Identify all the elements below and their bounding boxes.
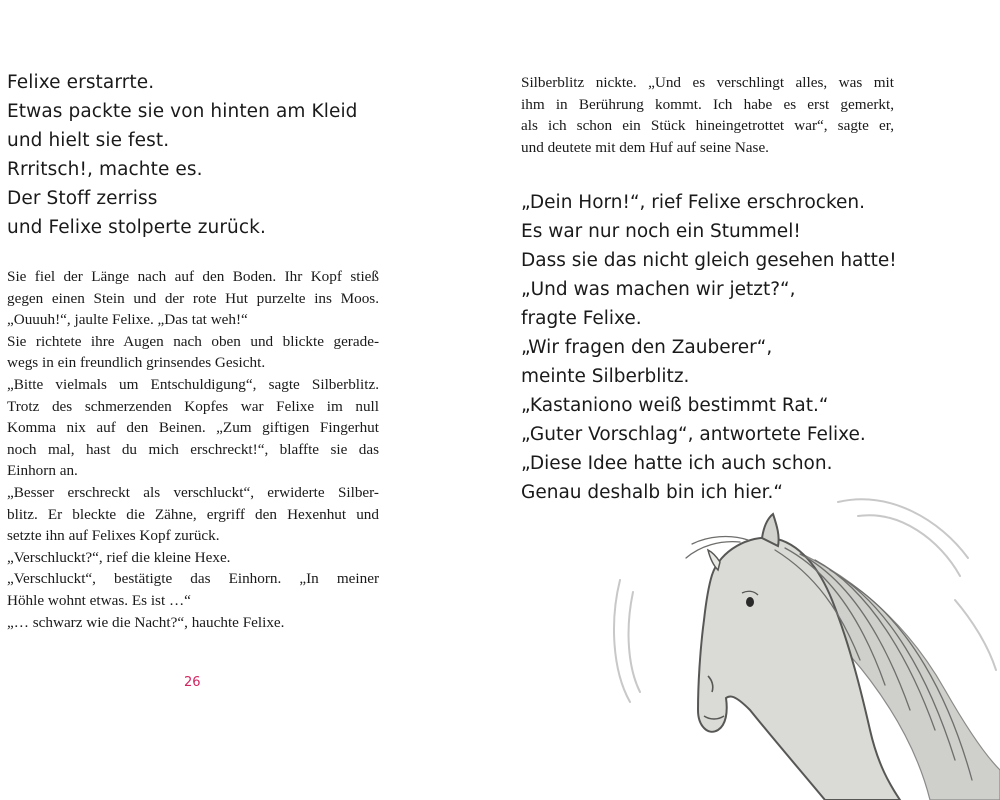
text-line: und deutete mit dem Huf auf seine Nase. (521, 138, 769, 156)
text-line: Komma nix auf den Beinen. „Zum giftigen Fingerhut (7, 419, 379, 437)
right-large-text-block (521, 188, 981, 507)
text-line: Trotz des schmerzenden Kopfes war Felixe im null (7, 397, 379, 415)
text-line: und Felixe stolperte zurück. (7, 217, 266, 238)
text-line: Silberblitz nickte. „Und es verschlingt alles, was mit (521, 74, 894, 91)
text-line: Es war nur noch ein Stummel! (521, 221, 801, 242)
text-line: „Verschluckt?“, rief die kleine Hexe. (7, 548, 231, 566)
text-line: Höhle wohnt etwas. Es ist …“ (7, 591, 191, 609)
text-line: und hielt sie fest. (7, 130, 170, 151)
text-line: „Kastaniono weiß bestimmt Rat.“ (521, 395, 829, 416)
text-line: ihm in Berührung kommt. Ich habe es erst gemerkt, (521, 95, 894, 113)
page-number: 26 (184, 675, 201, 690)
text-line: „Diese Idee hatte ich auch schon. (521, 453, 833, 474)
text-line: setzte ihn auf Felixes Kopf zurück. (7, 527, 220, 545)
unicorn-head-illustration-icon (600, 480, 1000, 800)
text-line: Einhorn an. (7, 462, 78, 480)
text-line: meinte Silberblitz. (521, 366, 690, 387)
text-line: „Ouuuh!“, jaulte Felixe. „Das tat weh!“ (7, 311, 248, 329)
text-line: „Besser erschreckt als verschluckt“, erwiderte Silber- (7, 483, 379, 501)
text-line: „Wir fragen den Zauberer“, (521, 337, 773, 358)
text-line: Dass sie das nicht gleich gesehen hatte! (521, 250, 897, 271)
text-line: Felixe erstarrte. (7, 72, 155, 93)
text-line: „Bitte vielmals um Entschuldigung“, sagte Silberblitz. (7, 375, 379, 393)
left-large-text-block (7, 68, 467, 242)
text-line: noch mal, hast du mich erschreckt!“, blaffte sie das (7, 440, 379, 458)
right-body-paragraph (521, 72, 894, 158)
text-line: Etwas packte sie von hinten am Kleid (7, 101, 358, 122)
text-line: wegs in ein freundlich grinsendes Gesicht. (7, 354, 266, 372)
text-line: „Und was machen wir jetzt?“, (521, 279, 796, 300)
text-line: Sie fiel der Länge nach auf den Boden. Ihr Kopf stieß (7, 268, 379, 285)
text-line: „Verschluckt“, bestätigte das Einhorn. „In meiner (7, 570, 379, 588)
text-line: „Guter Vorschlag“, antwortete Felixe. (521, 424, 866, 445)
text-line: Rrritsch!, machte es. (7, 159, 203, 180)
text-line: Genau deshalb bin ich hier.“ (521, 482, 783, 503)
text-line: Der Stoff zerriss (7, 188, 158, 209)
text-line: „Dein Horn!“, rief Felixe erschrocken. (521, 192, 866, 213)
left-body-paragraph (7, 266, 379, 633)
text-line: Sie richtete ihre Augen nach oben und blickte gerade- (7, 332, 379, 350)
text-line: fragte Felixe. (521, 308, 642, 329)
text-line: „… schwarz wie die Nacht?“, hauchte Felixe. (7, 613, 285, 631)
text-line: gegen einen Stein und der rote Hut purzelte ins Moos. (7, 289, 379, 307)
text-line: als ich schon ein Stück hineingetrottet war“, sagte er, (521, 117, 894, 135)
text-line: blitz. Er bleckte die Zähne, ergriff den Hexenhut und (7, 505, 379, 523)
